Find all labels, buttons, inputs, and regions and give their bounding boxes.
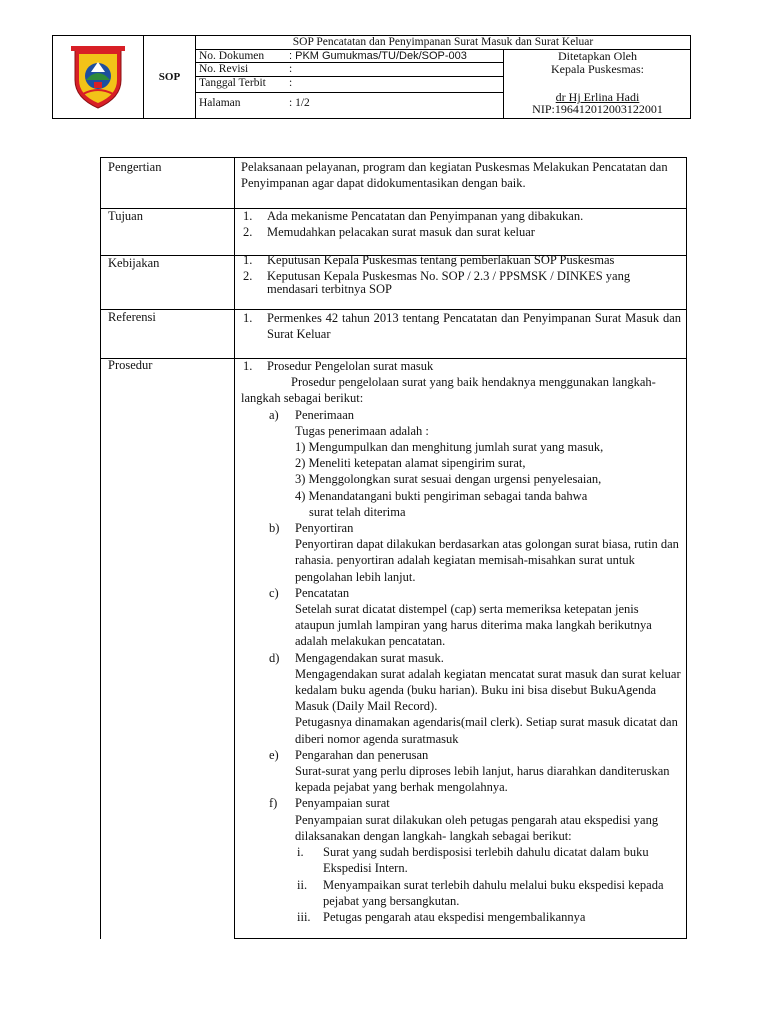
halaman-value: : 1/2: [289, 97, 310, 109]
sop-header: [52, 35, 691, 119]
prosedur-heading: 1. Prosedur Pengelolan surat masuk: [243, 359, 434, 373]
step-a-title: a) Penerimaan: [269, 407, 355, 422]
step-a-item-4: 4) Menandatangani bukti pengiriman sebagai tanda bahwa: [295, 488, 588, 503]
pengertian-text: Pelaksanaan pelayanan, program dan kegiatan Puskesmas Melakukan Pencatatan dan Penyimpanan agar dapat didokumentasikan dengan baik.: [241, 160, 668, 190]
step-a-item-4-cont: surat telah diterima: [309, 504, 406, 519]
step-e-title: e) Pengarahan dan penerusan: [269, 747, 429, 762]
tanggal-terbit-row: [196, 77, 503, 93]
sop-title: SOP Pencatatan dan Penyimpanan Surat Masuk dan Surat Keluar: [196, 36, 690, 50]
halaman-label: Halaman: [199, 97, 241, 109]
kebijakan-list: [241, 254, 681, 296]
prosedur-intro: Prosedur pengelolaan surat yang baik hendaknya menggunakan langkah-langkah sebagai berikut:: [241, 375, 656, 406]
no-revisi-label: No. Revisi: [199, 63, 249, 75]
tanggal-terbit-label: Tanggal Terbit: [199, 77, 266, 89]
signer-nip: NIP:196412012003122001: [532, 102, 663, 116]
list-item: 2. Memudahkan pelacakan surat masuk dan surat keluar: [243, 225, 535, 239]
step-b-text: Penyortiran dapat dilakukan berdasarkan atas golongan surat biasa, rutin dan rahasia. penyortiran adalah kegiatan memisah-misahkan surat untuk pengolahan lebih lanjut.: [295, 537, 679, 584]
halaman-row: [196, 93, 503, 118]
sop-label: SOP: [144, 36, 196, 118]
no-revisi-value: :: [289, 63, 293, 75]
step-e-text: Surat-surat yang perlu diproses lebih lanjut, harus diarahkan danditeruskan kepada pejabat yang berhak mengolahnya.: [295, 764, 670, 795]
step-a-item-2: 2) Meneliti ketepatan alamat sipengirim surat,: [295, 456, 526, 471]
no-revisi-row: [196, 63, 503, 77]
list-item: 1. Permenkes 42 tahun 2013 tentang Pencatatan dan Penyimpanan Surat Masuk dan Surat Keluar: [243, 311, 681, 341]
step-a-intro: Tugas penerimaan adalah :: [295, 423, 429, 438]
step-d-text: Mengagendakan surat adalah kegiatan mencatat surat masuk dan surat keluar kedalam buku agenda (buku harian). Buku ini bisa disebut BukuAgenda Masuk (Daily Mail Record).: [295, 666, 681, 714]
list-item: ii. Menyampaikan surat terlebih dahulu melalui buku ekspedisi kepada pejabat yang bersangkutan.: [297, 877, 664, 908]
document-info-grid: [196, 50, 503, 118]
no-dokumen-row: [196, 50, 503, 63]
kepala-puskesmas: Kepala Puskesmas:: [551, 62, 644, 76]
signer-name: dr Hj Erlina Hadi: [555, 90, 640, 104]
step-c-title: c) Pencatatan: [269, 585, 350, 600]
tanggal-terbit-value: :: [289, 77, 293, 89]
list-item: 1. Keputusan Kepala Puskesmas tentang pemberlakuan SOP Puskesmas: [243, 253, 615, 267]
prosedur-content: [241, 358, 681, 925]
tujuan-label: Tujuan: [108, 209, 143, 223]
no-dokumen-label: No. Dokumen: [199, 50, 265, 62]
step-d-title: d) Mengagendakan surat masuk.: [269, 650, 444, 665]
list-item: 2. Keputusan Kepala Puskesmas No. SOP / 2.3 / PPSMSK / DINKES yang mendasari terbitnya SOP: [243, 269, 631, 296]
tujuan-list: [241, 208, 681, 240]
step-a-item-3: 3) Menggolongkan surat sesuai dengan urgensi penyelesaian,: [295, 472, 602, 487]
list-item: 1. Ada mekanisme Pencatatan dan Penyimpanan yang dibakukan.: [243, 209, 584, 223]
list-item: iii. Petugas pengarah atau ekspedisi mengembalikannya: [297, 909, 586, 924]
list-item: i. Surat yang sudah berdisposisi terlebih dahulu dicatat dalam buku Ekspedisi Intern.: [297, 845, 649, 876]
step-f-title: f) Penyampaian surat: [269, 796, 390, 811]
jember-regency-logo: [53, 36, 143, 118]
prosedur-label: Prosedur: [108, 358, 153, 372]
sop-content-table: [100, 157, 687, 939]
step-b-title: b) Penyortiran: [269, 521, 354, 536]
no-dokumen-value: : PKM Gumukmas/TU/Dek/SOP-003: [289, 50, 467, 62]
pengertian-label: Pengertian: [108, 160, 162, 174]
step-a-item-1: 1) Mengumpulkan dan menghitung jumlah surat yang masuk,: [295, 440, 604, 455]
logo-cell: [53, 36, 144, 118]
approval-block: [503, 50, 691, 118]
step-c-text: Setelah surat dicatat distempel (cap) serta memeriksa ketepatan jenis ataupun jumlah lampiran yang harus diterima maka langkah berikutnya adalah melakukan pencatatan.: [295, 602, 652, 649]
kebijakan-label: Kebijakan: [108, 256, 160, 270]
step-d-text-2: Petugasnya dinamakan agendaris(mail clerk). Setiap surat masuk dicatat dan diberi nomor agenda suratmasuk: [295, 715, 678, 746]
ditetapkan-oleh: Ditetapkan Oleh: [558, 49, 637, 63]
referensi-label: Referensi: [108, 310, 156, 324]
step-f-text: Penyampaian surat dilakukan oleh petugas pengarah atau ekspedisi yang dilaksanakan dengan langkah- langkah sebagai berikut:: [295, 812, 659, 843]
referensi-list: [241, 310, 681, 342]
